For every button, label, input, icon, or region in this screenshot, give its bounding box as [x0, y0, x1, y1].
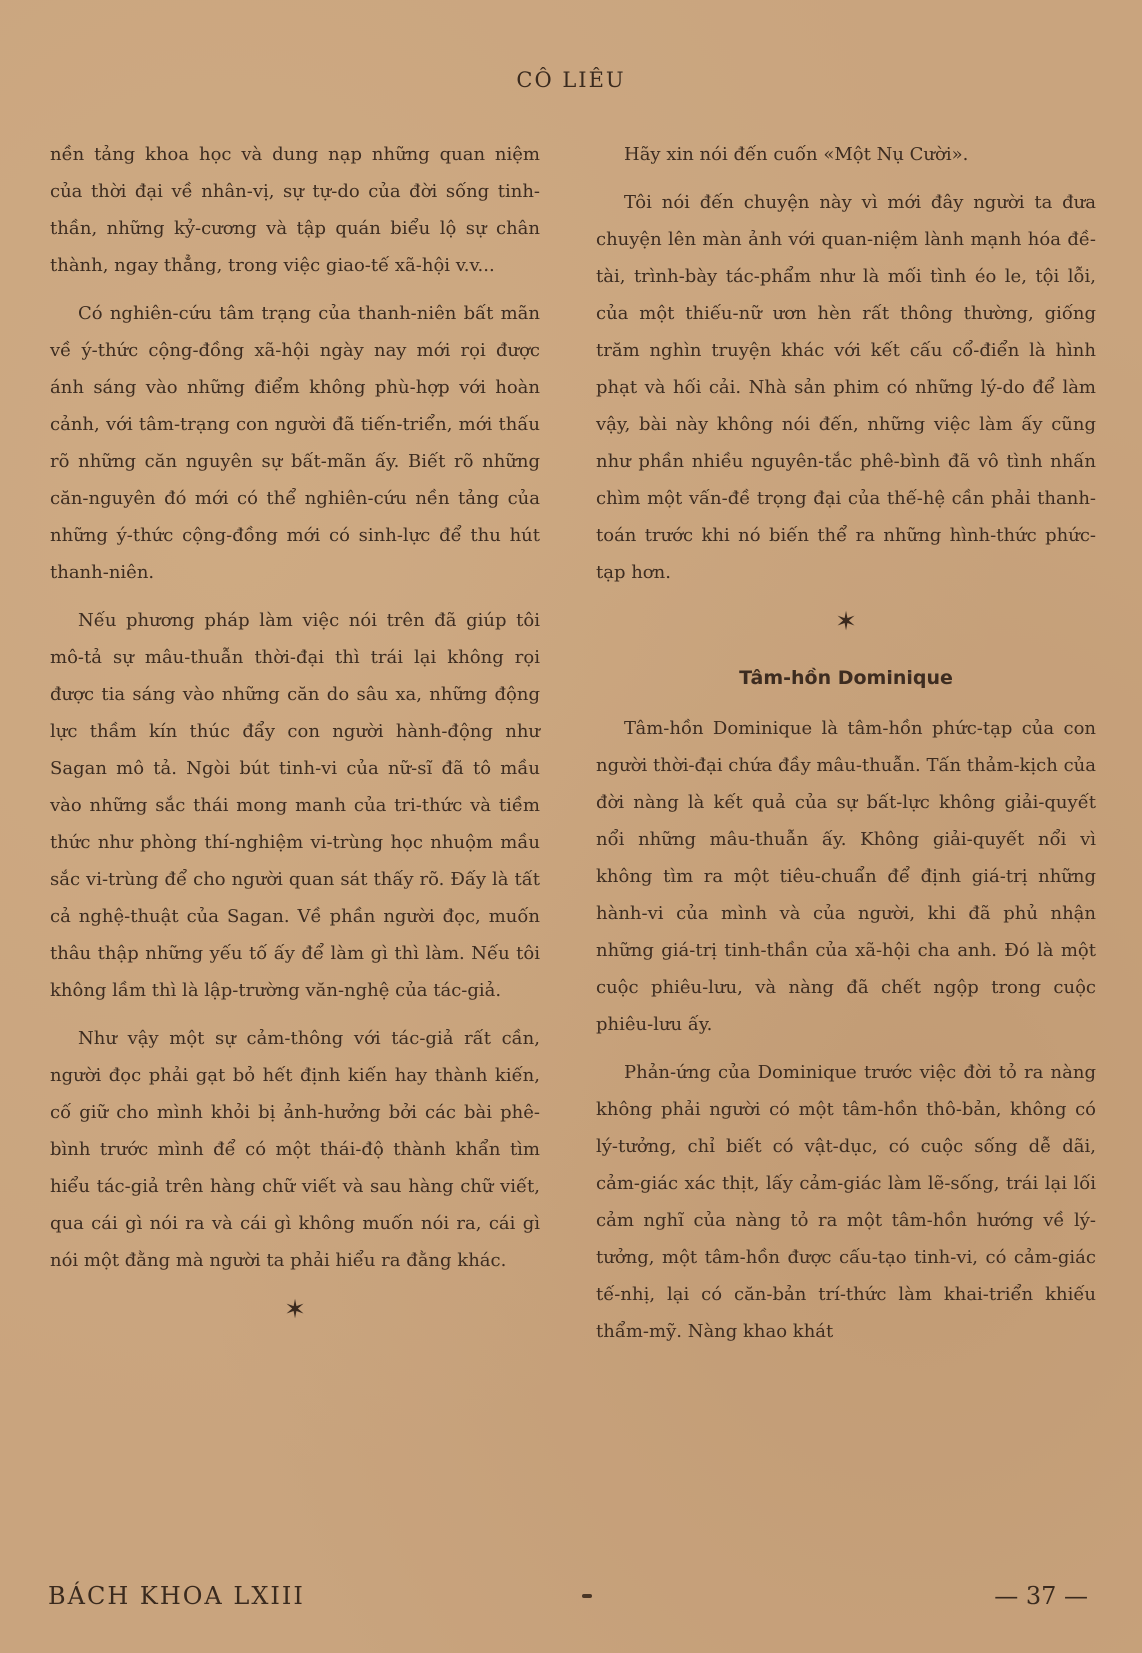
running-header: CÔ LIÊU	[516, 68, 626, 92]
section-title: Tâm-hồn Dominique	[739, 667, 953, 689]
right-paragraph-1: Hãy xin nói đến cuốn «Một Nụ Cười».	[624, 144, 969, 165]
right-paragraph-3: Tâm-hồn Dominique là tâm-hồn phức-tạp của con người thời-đại chứa đầy mâu-thuẫn. Tấn thảm-kịch của đời nàng là kết quả của sự bất-lực không giải-quyết nổi những mâu-thuẫn ấy. Không giải-quyết nổi vì không tìm ra một tiêu-chuẩn để định giá-trị những hành-vi của mình và của người, khi đã phủ nhận những giá-trị tinh-thần của xã-hội cha anh. Đó là một cuộc phiêu-lưu, và nàng đã chết ngộp trong cuộc phiêu-lưu ấy.	[596, 718, 1096, 1035]
right-column	[596, 136, 1096, 1361]
page-number: — 37 —	[994, 1582, 1088, 1610]
right-paragraph-4: Phản-ứng của Dominique trước việc đời tỏ ra nàng không phải người có một tâm-hồn thô-bản, không có lý-tưởng, chỉ biết có vật-dục, có cuộc sống dễ dãi, cảm-giác xác thịt, lấy cảm-giác làm lẽ-sống, trái lại lối cảm nghĩ của nàng tỏ ra một tâm-hồn hướng về lý-tưởng, một tâm-hồn được cấu-tạo tinh-vi, có cảm-giác tế-nhị, lại có căn-bản trí-thức làm khai-triển khiếu thẩm-mỹ. Nàng khao khát	[596, 1062, 1096, 1342]
section-separator-icon: ✶	[835, 607, 857, 637]
left-paragraph-4: Như vậy một sự cảm-thông với tác-giả rất cần, người đọc phải gạt bỏ hết định kiến hay thành kiến, cố giữ cho mình khỏi bị ảnh-hưởng bởi các bài phê-bình trước mình để có một thái-độ thành khẩn tìm hiểu tác-giả trên hàng chữ viết và sau hàng chữ viết, qua cái gì nói ra và cái gì không muốn nói ra, cái gì nói một đằng mà người ta phải hiểu ra đằng khác.	[50, 1028, 540, 1271]
section-separator-icon: ✶	[284, 1295, 306, 1325]
journal-name: BÁCH KHOA LXIII	[48, 1582, 305, 1610]
left-paragraph-3: Nếu phương pháp làm việc nói trên đã giúp tôi mô-tả sự mâu-thuẫn thời-đại thì trái lại không rọi được tia sáng vào những căn do sâu xa, những động lực thầm kín thúc đẩy con người hành-động như Sagan mô tả. Ngòi bút tinh-vi của nữ-sĩ đã tô mầu vào những sắc thái mong manh của tri-thức và tiềm thức như phòng thí-nghiệm vi-trùng học nhuộm mầu sắc vi-trùng để cho người quan sát thấy rõ. Đấy là tất cả nghệ-thuật của Sagan. Về phần người đọc, muốn thâu thập những yếu tố ấy để làm gì thì làm. Nếu tôi không lầm thì là lập-trường văn-nghệ của tác-giả.	[50, 610, 540, 1001]
footer-dash-mark	[582, 1594, 592, 1598]
page-footer	[0, 1582, 1142, 1622]
left-paragraph-2: Có nghiên-cứu tâm trạng của thanh-niên bất mãn về ý-thức cộng-đồng xã-hội ngày nay mới rọi được ánh sáng vào những điểm không phù-hợp với hoàn cảnh, với tâm-trạng con người đã tiến-triển, mới thấu rõ những căn nguyên sự bất-mãn ấy. Biết rõ những căn-nguyên đó mới có thể nghiên-cứu nền tảng của những ý-thức cộng-đồng mới có sinh-lực để thu hút thanh-niên.	[50, 303, 540, 583]
left-paragraph-1: nền tảng khoa học và dung nạp những quan niệm của thời đại về nhân-vị, sự tự-do của đời sống tinh-thần, những kỷ-cương và tập quán biểu lộ sự chân thành, ngay thẳng, trong việc giao-tế xã-hội v.v...	[50, 144, 540, 276]
right-paragraph-2: Tôi nói đến chuyện này vì mới đây người ta đưa chuyện lên màn ảnh với quan-niệm lành mạnh hóa đề-tài, trình-bày tác-phẩm như là mối tình éo le, tội lỗi, của một thiếu-nữ ươn hèn rất thông thường, giống trăm nghìn truyện khác với kết cấu cổ-điển là hình phạt và hối cải. Nhà sản phim có những lý-do để làm vậy, bài này không nói đến, những việc làm ấy cũng như phần nhiều nguyên-tắc phê-bình đã vô tình nhấn chìm một vấn-đề trọng đại của thế-hệ cần phải thanh-toán trước khi nó biến thể ra những hình-thức phức-tạp hơn.	[596, 192, 1096, 583]
left-column	[50, 136, 540, 1334]
